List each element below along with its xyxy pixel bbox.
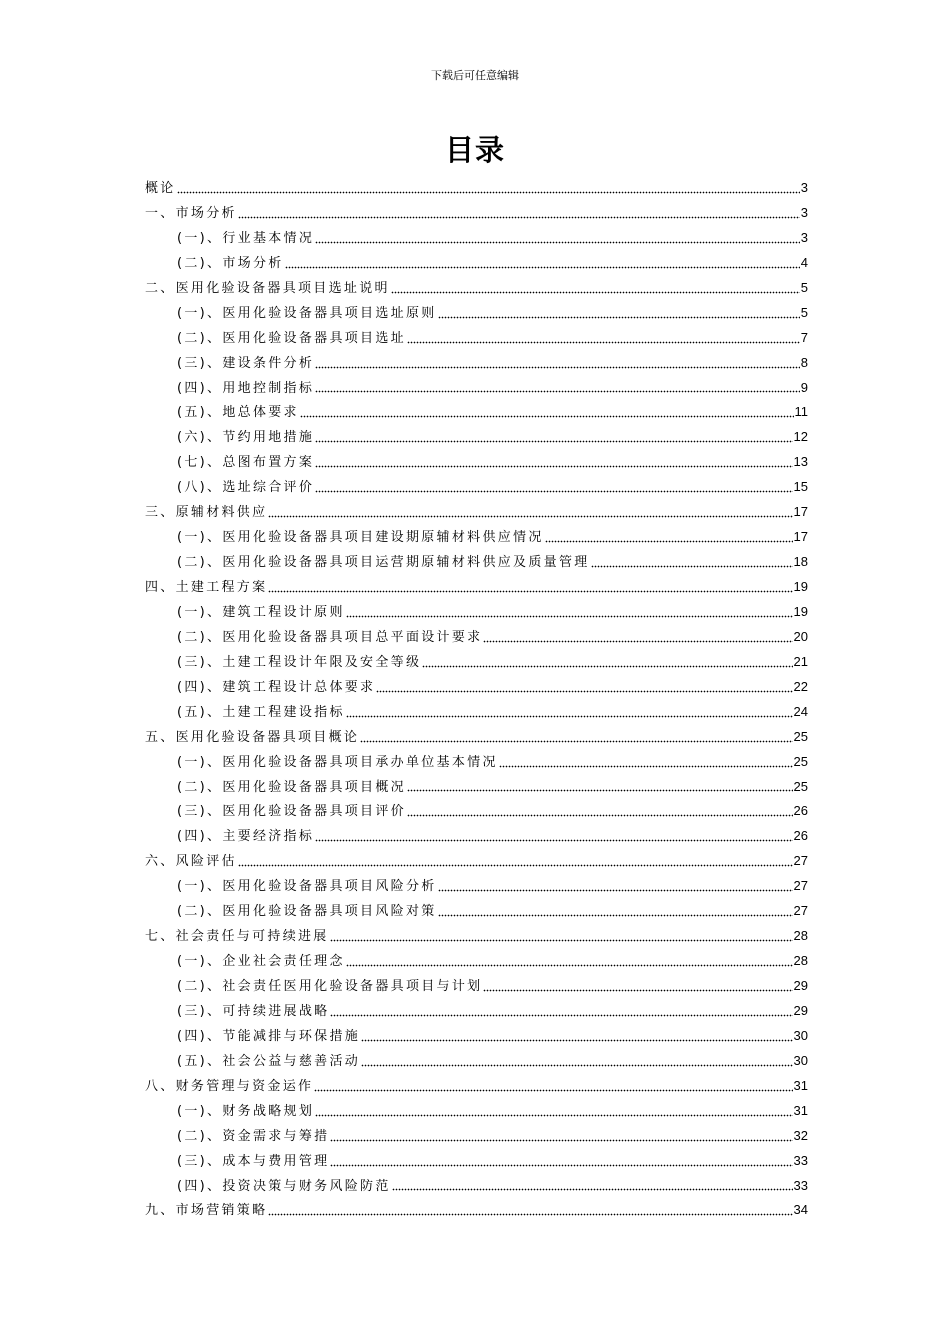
- dot-leader: [330, 1009, 792, 1017]
- dot-leader: [238, 859, 793, 867]
- toc-entry-page: 26: [793, 803, 808, 819]
- toc-entry-page: 26: [793, 828, 808, 844]
- dot-leader: [499, 760, 793, 768]
- toc-entry-page: 5: [800, 304, 808, 320]
- toc-entry-page: 25: [793, 778, 808, 794]
- toc-entry-label: (四)、节能减排与环保措施: [177, 1028, 361, 1044]
- toc-entry-page: 19: [793, 579, 808, 594]
- toc-entry[interactable]: [145, 351, 808, 376]
- toc-entry-page: 4: [800, 254, 808, 270]
- dot-leader: [315, 485, 792, 493]
- toc-entry[interactable]: [145, 301, 808, 326]
- toc-entry-label: (二)、资金需求与筹措: [177, 1128, 330, 1144]
- toc-entry[interactable]: [145, 201, 808, 226]
- dot-leader: [392, 1183, 793, 1191]
- dot-leader: [376, 685, 792, 693]
- toc-entry-label: (二)、医用化验设备器具项目选址: [177, 330, 406, 346]
- toc-entry[interactable]: [145, 475, 808, 500]
- toc-entry-page: 19: [793, 603, 808, 619]
- toc-entry-page: 27: [793, 853, 808, 869]
- toc-entry-label: (四)、用地控制指标: [177, 380, 315, 396]
- toc-entry[interactable]: [145, 525, 808, 550]
- toc-entry-page: 3: [800, 204, 808, 220]
- toc-entry[interactable]: [145, 400, 808, 425]
- toc-title: 目录: [444, 133, 505, 167]
- toc-entry-page: 8: [800, 354, 808, 370]
- toc-entry-page: 21: [793, 653, 808, 669]
- dot-leader: [268, 585, 792, 593]
- toc-entry-label: (五)、地总体要求: [177, 405, 299, 421]
- dot-leader: [330, 1159, 792, 1167]
- toc-entry-page: 29: [793, 1002, 808, 1018]
- toc-entry[interactable]: [145, 376, 808, 401]
- dot-leader: [315, 435, 792, 443]
- toc-entry-page: 3: [800, 180, 808, 195]
- toc-entry-label: (三)、成本与费用管理: [177, 1153, 330, 1169]
- toc-entry-page: 15: [793, 479, 808, 495]
- toc-entry-page: 33: [793, 1152, 808, 1168]
- dot-leader: [315, 361, 800, 369]
- toc-entry-label: (四)、建筑工程设计总体要求: [177, 679, 376, 695]
- toc-entry-page: 20: [793, 628, 808, 644]
- toc-entry-page: 17: [793, 504, 808, 520]
- toc-entry-label: 概论: [145, 181, 176, 196]
- toc-entry[interactable]: [145, 700, 808, 725]
- toc-entry-label: (三)、可持续进展战略: [177, 1003, 330, 1019]
- toc-entry-page: 17: [793, 529, 808, 545]
- dot-leader: [422, 660, 792, 668]
- toc-entry[interactable]: [145, 1149, 808, 1174]
- toc-entry-page: 22: [793, 678, 808, 694]
- toc-entry[interactable]: [145, 1024, 808, 1049]
- toc-entry-page: 11: [794, 404, 808, 420]
- dot-leader: [238, 211, 800, 219]
- toc-entry-label: (四)、主要经济指标: [177, 829, 315, 845]
- toc-entry-page: 7: [800, 329, 808, 345]
- toc-entry[interactable]: [145, 1049, 808, 1074]
- toc-entry[interactable]: [145, 1174, 808, 1199]
- toc-entry-page: 28: [793, 953, 808, 969]
- toc-entry-label: (一)、医用化验设备器具项目建设期原辅材料供应情况: [177, 530, 544, 546]
- toc-entry[interactable]: [145, 750, 808, 775]
- toc-entry[interactable]: [145, 775, 808, 800]
- toc-entry-page: 27: [793, 903, 808, 919]
- dot-leader: [315, 1109, 792, 1117]
- toc-entry[interactable]: [145, 824, 808, 849]
- toc-entry-page: 25: [793, 728, 808, 744]
- dot-leader: [346, 959, 793, 967]
- toc-entry-page: 28: [793, 928, 808, 944]
- toc-entry-page: 3: [800, 229, 808, 245]
- toc-entry-label: (一)、财务战略规划: [177, 1103, 315, 1119]
- toc-entry-label: (一)、医用化验设备器具项目选址原则: [177, 305, 437, 321]
- toc-entry[interactable]: [145, 974, 808, 999]
- toc-entry-label: (一)、企业社会责任理念: [177, 954, 345, 970]
- toc-entry[interactable]: [145, 575, 808, 600]
- dot-leader: [438, 311, 800, 319]
- toc-entry-label: (三)、医用化验设备器具项目评价: [177, 804, 406, 820]
- toc-entry[interactable]: [145, 725, 808, 750]
- dot-leader: [483, 984, 792, 992]
- toc-entry[interactable]: [145, 226, 808, 251]
- toc-entry-label: 五、医用化验设备器具项目概论: [145, 729, 360, 745]
- header-note: 下载后可任意编辑: [431, 69, 519, 82]
- dot-leader: [177, 186, 800, 194]
- toc-entry-label: 四、土建工程方案: [145, 580, 268, 595]
- toc-entry-page: 33: [793, 1177, 808, 1193]
- toc-entry[interactable]: [145, 625, 808, 650]
- dot-leader: [438, 909, 793, 917]
- dot-leader: [407, 336, 800, 344]
- toc-entry-label: (一)、医用化验设备器具项目承办单位基本情况: [177, 754, 498, 770]
- toc-entry-label: (五)、土建工程建设指标: [177, 704, 345, 720]
- dot-leader: [315, 385, 800, 393]
- dot-leader: [407, 784, 793, 792]
- toc-entry-label: (二)、医用化验设备器具项目总平面设计要求: [177, 629, 483, 645]
- toc-entry[interactable]: [145, 999, 808, 1024]
- toc-entry-page: 27: [793, 878, 808, 894]
- toc-entry-page: 31: [793, 1077, 808, 1093]
- toc-entry[interactable]: [145, 899, 808, 924]
- toc-entry-label: (二)、医用化验设备器具项目概况: [177, 779, 406, 795]
- toc-entry-label: (一)、建筑工程设计原则: [177, 604, 345, 620]
- toc-entry[interactable]: [145, 276, 808, 301]
- toc-entry[interactable]: [145, 550, 808, 575]
- toc-entry-label: 六、风险评估: [145, 854, 237, 870]
- toc-entry-label: (四)、投资决策与财务风险防范: [177, 1178, 391, 1194]
- toc-entry-label: (二)、市场分析: [177, 255, 284, 271]
- dot-leader: [330, 1134, 792, 1142]
- toc-entry[interactable]: [145, 1124, 808, 1149]
- toc-entry[interactable]: [145, 650, 808, 675]
- toc-entry-page: 31: [793, 1102, 808, 1118]
- toc-entry-page: 9: [800, 379, 808, 395]
- toc-entry-page: 5: [800, 279, 808, 295]
- toc-entry[interactable]: [145, 251, 808, 276]
- dot-leader: [361, 1059, 792, 1067]
- toc-entry-page: 25: [793, 753, 808, 769]
- toc-entry-label: (八)、选址综合评价: [177, 480, 315, 496]
- toc-entry-page: 30: [793, 1052, 808, 1068]
- toc-entry[interactable]: [145, 799, 808, 824]
- toc-entry-label: (二)、医用化验设备器具项目运营期原辅材料供应及质量管理: [177, 555, 590, 571]
- toc-entry[interactable]: [145, 924, 808, 949]
- dot-leader: [391, 286, 800, 294]
- toc-entry-label: (一)、行业基本情况: [177, 230, 315, 246]
- dot-leader: [300, 410, 794, 418]
- dot-leader: [360, 735, 792, 743]
- toc-entry-label: 三、原辅材料供应: [145, 505, 268, 521]
- dot-leader: [483, 635, 792, 643]
- toc-entry-label: (六)、节约用地措施: [177, 430, 315, 446]
- toc-entry-page: 18: [793, 554, 808, 570]
- toc-entry[interactable]: [145, 326, 808, 351]
- toc-entry[interactable]: [145, 675, 808, 700]
- toc-entry-label: (一)、医用化验设备器具项目风险分析: [177, 879, 437, 895]
- dot-leader: [268, 1208, 792, 1216]
- toc-entry-label: 七、社会责任与可持续进展: [145, 929, 329, 945]
- toc-entry-label: (二)、医用化验设备器具项目风险对策: [177, 904, 437, 920]
- dot-leader: [361, 1034, 792, 1042]
- toc-entry-label: 九、市场营销策略: [145, 1203, 268, 1219]
- dot-leader: [438, 884, 793, 892]
- toc-entry-page: 13: [793, 454, 808, 470]
- toc-entry-label: (二)、社会责任医用化验设备器具项目与计划: [177, 979, 483, 994]
- toc-entry[interactable]: [145, 849, 808, 874]
- dot-leader: [346, 610, 793, 618]
- toc-entry[interactable]: [145, 500, 808, 525]
- toc-entry[interactable]: [145, 1074, 808, 1099]
- toc-entry[interactable]: [145, 425, 808, 450]
- toc-entry[interactable]: [145, 450, 808, 475]
- dot-leader: [330, 934, 793, 942]
- toc-entry[interactable]: [145, 176, 808, 201]
- dot-leader: [545, 535, 793, 543]
- toc-entry[interactable]: [145, 1198, 808, 1223]
- dot-leader: [407, 809, 793, 817]
- dot-leader: [591, 560, 793, 568]
- toc-entry-label: 二、医用化验设备器具项目选址说明: [145, 280, 390, 296]
- toc-entry[interactable]: [145, 874, 808, 899]
- toc-entry-label: (三)、建设条件分析: [177, 355, 315, 371]
- toc-entry[interactable]: [145, 949, 808, 974]
- table-of-contents: [145, 176, 808, 1223]
- dot-leader: [315, 460, 792, 468]
- dot-leader: [285, 261, 800, 269]
- toc-entry-label: 八、财务管理与资金运作: [145, 1078, 314, 1094]
- toc-entry-label: (五)、社会公益与慈善活动: [177, 1053, 361, 1069]
- dot-leader: [314, 1084, 792, 1092]
- toc-entry[interactable]: [145, 1099, 808, 1124]
- toc-entry[interactable]: [145, 600, 808, 625]
- toc-entry-page: 30: [793, 1027, 808, 1043]
- toc-entry-page: 34: [793, 1202, 808, 1218]
- dot-leader: [315, 834, 792, 842]
- dot-leader: [346, 710, 793, 718]
- toc-entry-page: 24: [793, 703, 808, 719]
- toc-entry-label: (三)、土建工程设计年限及安全等级: [177, 654, 422, 670]
- dot-leader: [268, 510, 792, 518]
- toc-entry-page: 12: [793, 429, 808, 445]
- toc-entry-page: 29: [793, 978, 808, 993]
- toc-entry-label: 一、市场分析: [145, 205, 237, 221]
- toc-entry-label: (七)、总图布置方案: [177, 455, 315, 471]
- dot-leader: [315, 236, 800, 244]
- toc-entry-page: 32: [793, 1127, 808, 1143]
